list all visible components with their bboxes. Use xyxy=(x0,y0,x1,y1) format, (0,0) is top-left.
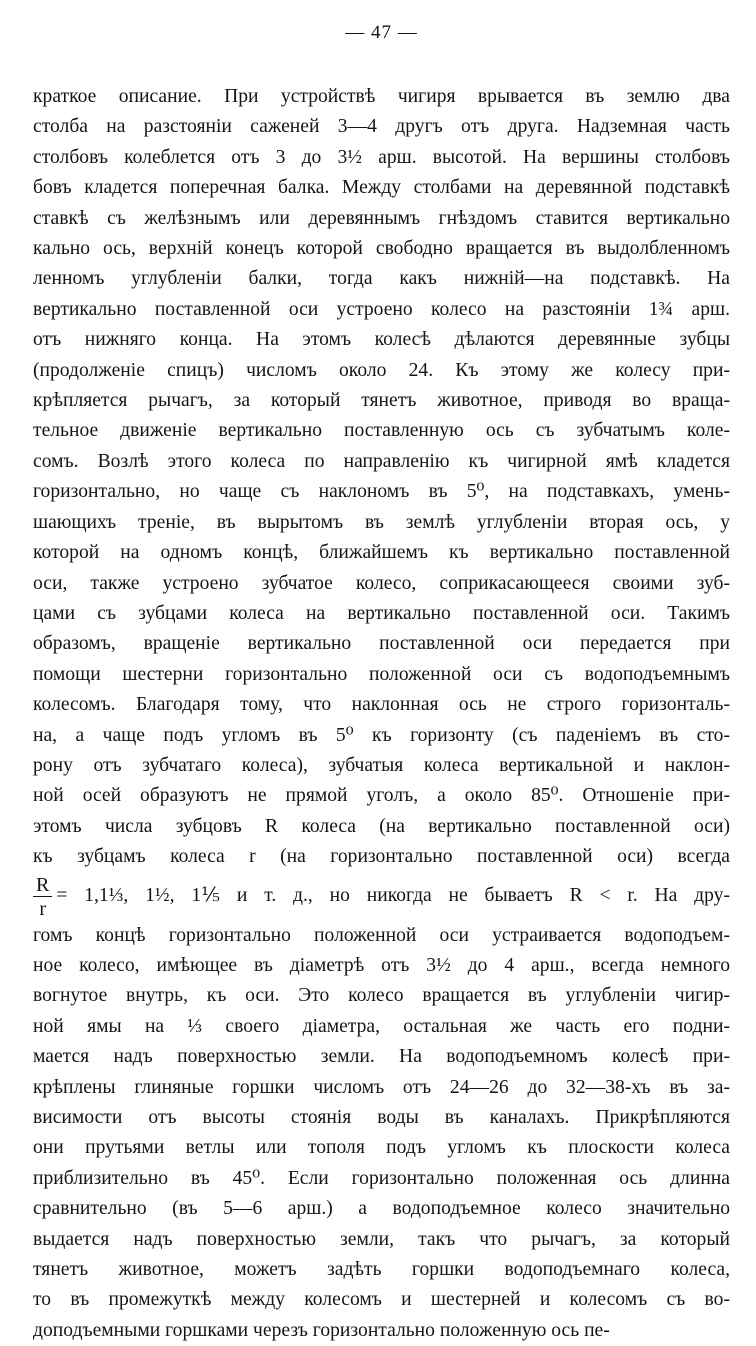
text-line: горизонтально, но чаще съ наклономъ въ 5⁰, на подставкахъ, умень- xyxy=(33,481,730,503)
text-line: столба на разстояніи саженей 3—4 другъ отъ друга. Надземная часть xyxy=(33,116,730,138)
text-line: тельное движеніе вертикально поставленную ось съ зубчатымъ коле- xyxy=(33,420,730,442)
fraction-line-text: = 1,1⅓, 1½, 1⅕ и т. д., но никогда не бываетъ R < r. На дру- xyxy=(56,885,730,907)
text-line: шающихъ треніе, въ вырытомъ въ землѣ углубленіи вторая ось, у xyxy=(33,511,730,533)
text-line: оси, также устроено зубчатое колесо, соприкасающееся своими зуб- xyxy=(33,572,730,594)
text-line: они прутьями ветлы или тополя подъ угломъ къ плоскости колеса xyxy=(33,1137,730,1159)
text-line: сравнительно (въ 5—6 арш.) а водоподъемное колесо значительно xyxy=(33,1198,730,1220)
text-line: то въ промежуткѣ между колесомъ и шестерней и колесомъ съ во- xyxy=(33,1289,730,1311)
text-line: на, а чаще подъ угломъ въ 5⁰ къ горизонту (съ паденіемъ въ сто- xyxy=(33,724,730,746)
text-line: сомъ. Возлѣ этого колеса по направленію къ чигирной ямѣ кладется xyxy=(33,450,730,472)
text-line: ставкѣ съ желѣзнымъ или деревяннымъ гнѣздомъ ставится вертикально xyxy=(33,207,730,229)
text-line: крѣплены глиняные горшки числомъ отъ 24—26 до 32—38-хъ въ за- xyxy=(33,1076,730,1098)
page-number-header: — 47 — xyxy=(345,22,418,43)
text-line: (продолженіе спицъ) числомъ около 24. Къ этому же колесу при- xyxy=(33,359,730,381)
text-line: крѣпляется рычагъ, за который тянетъ животное, приводя во враща- xyxy=(33,390,730,412)
text-line: вертикально поставленной оси устроено колесо на разстояніи 1¾ арш. xyxy=(33,298,730,320)
text-line: ной ямы на ⅓ своего діаметра, остальная же часть его подни- xyxy=(33,1015,730,1037)
text-line: бовъ кладется поперечная балка. Между столбами на деревянной подставкѣ xyxy=(33,177,730,199)
text-line: рону отъ зубчатаго колеса), зубчатыя колеса вертикальной и наклон- xyxy=(33,754,730,776)
paragraph-block-2 xyxy=(33,921,730,1346)
text-line: образомъ, вращеніе вертикально поставленной оси передается при xyxy=(33,633,730,655)
text-line: кально ось, верхній конецъ которой свободно вращается въ выдолбленномъ xyxy=(33,238,730,260)
text-line: помощи шестерни горизонтально положенной оси съ водоподъемнымъ xyxy=(33,663,730,685)
text-line: вогнутое внутрь, къ оси. Это колесо вращается въ углубленіи чигир- xyxy=(33,985,730,1007)
text-line: цами съ зубцами колеса на вертикально поставленной оси. Такимъ xyxy=(33,602,730,624)
text-line: къ зубцамъ колеса r (на горизонтально поставленной оси) всегда xyxy=(33,846,730,868)
text-line: висимости отъ высоты стоянія воды въ каналахъ. Прикрѣпляются xyxy=(33,1107,730,1128)
text-line: краткое описание. При устройствѣ чигиря врывается въ землю два xyxy=(33,86,730,107)
text-line: этомъ числа зубцовъ R колеса (на вертикально поставленной оси) xyxy=(33,815,730,837)
text-line: выдается надъ поверхностью земли, такъ что рычагъ, за который xyxy=(33,1228,730,1250)
text-line: доподъемными горшками черезъ горизонтально положенную ось пе- xyxy=(33,1319,610,1341)
text-line: отъ нижняго конца. На этомъ колесѣ дѣлаются деревянные зубцы xyxy=(33,329,730,351)
fraction-line xyxy=(33,873,730,921)
text-line: колесомъ. Благодаря тому, что наклонная ось не строго горизонталь- xyxy=(33,694,730,716)
text-line: ное колесо, имѣющее въ діаметрѣ отъ 3½ до 4 арш., всегда немного xyxy=(33,954,730,976)
ratio-fraction xyxy=(33,875,52,919)
text-line: приблизительно въ 45⁰. Если горизонтально положенная ось длинна xyxy=(33,1167,730,1189)
fraction-denominator: r xyxy=(39,897,46,920)
text-line: гомъ концѣ горизонтально положенной оси устраивается водоподъем- xyxy=(33,924,730,946)
paragraph-block-1 xyxy=(33,82,730,873)
text-line: ленномъ углубленіи балки, тогда какъ нижній—на подставкѣ. На xyxy=(33,268,730,290)
text-line: столбовъ колеблется отъ 3 до 3½ арш. высотой. На вершины столбовъ xyxy=(33,146,730,168)
text-line: ной осей образуютъ не прямой уголъ, а около 85⁰. Отношеніе при- xyxy=(33,785,730,807)
text-line: мается надъ поверхностью земли. На водоподъемномъ колесѣ при- xyxy=(33,1046,730,1068)
body-text xyxy=(33,82,730,1346)
text-line: которой на одномъ концѣ, ближайшемъ къ вертикально поставленной xyxy=(33,542,730,564)
fraction-numerator: R xyxy=(33,875,52,897)
text-line: тянетъ животное, можетъ задѣть горшки водоподъемнаго колеса, xyxy=(33,1259,730,1281)
